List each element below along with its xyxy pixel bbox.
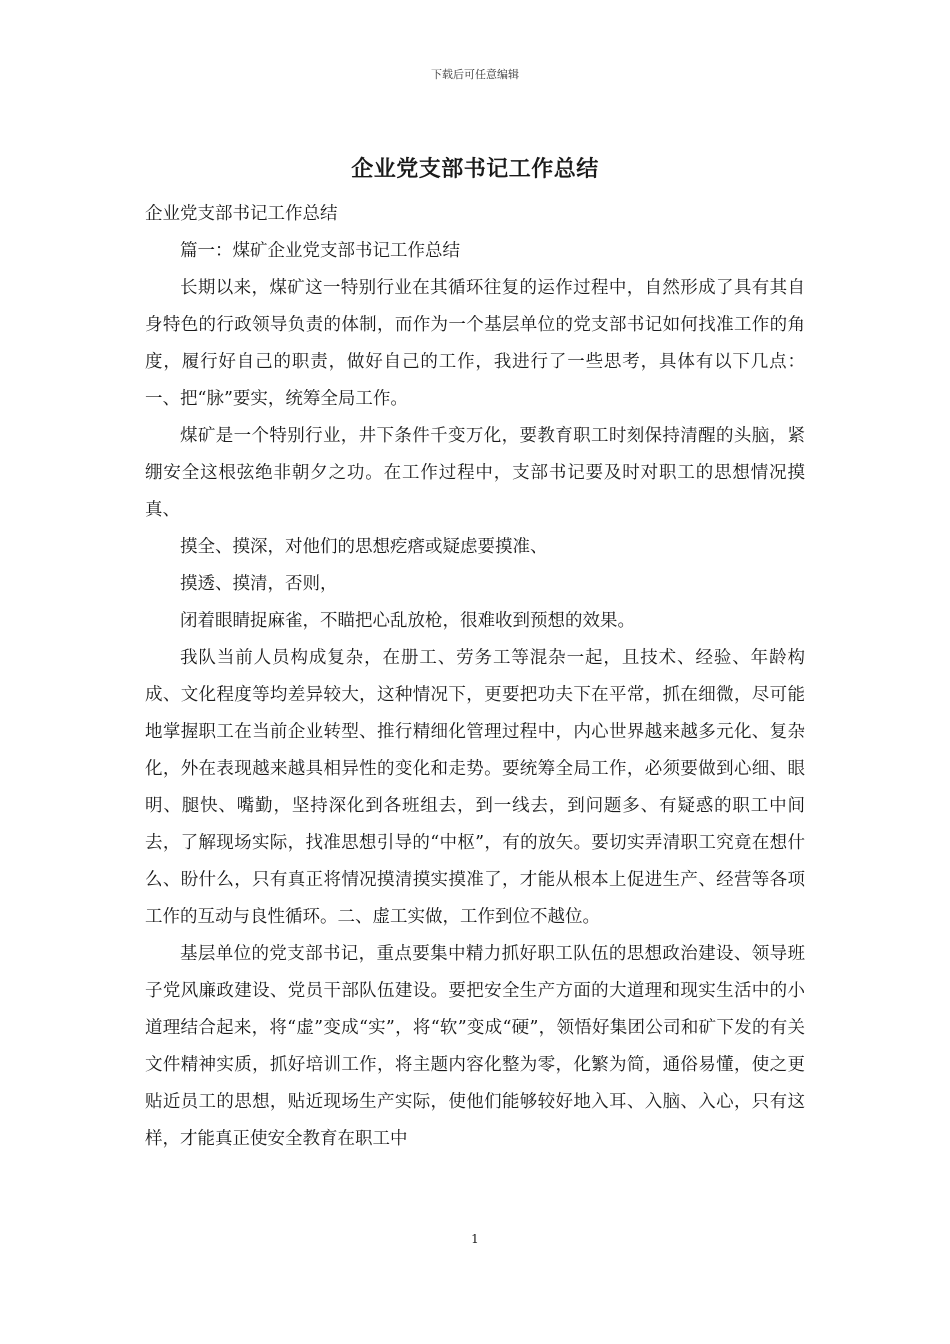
page-header-note: 下载后可任意编辑 (431, 68, 519, 81)
document-body (145, 196, 805, 1158)
subtitle-paragraph: 企业党支部书记工作总结 (145, 204, 338, 224)
body-paragraph: 摸全、摸深，对他们的思想疙瘩或疑虑要摸准、 (180, 537, 548, 557)
document-title: 企业党支部书记工作总结 (351, 156, 599, 182)
body-paragraph: 闭着眼睛捉麻雀，不瞄把心乱放枪，很难收到预想的效果。 (180, 611, 635, 631)
section-heading-paragraph: 篇一：煤矿企业党支部书记工作总结 (180, 241, 460, 261)
body-paragraph: 我队当前人员构成复杂，在册工、劳务工等混杂一起，且技术、经验、年龄构成、文化程度等均差异较大，这种情况下，更要把功夫下在平常，抓在细微，尽可能地掌握职工在当前企业转型、推行精细化管理过程中，内心世界越来越多元化、复杂化，外在表现越来越具相异性的变化和走势。要统筹全局工作，必须要做到心细、眼明、腿快、嘴勤，坚持深化到各班组去，到一线去，到问题多、有疑惑的职工中间去，了解现场实际，找准思想引导的“中枢”，有的放矢。要切实弄清职工究竟在想什么、盼什么，只有真正将情况摸清摸实摸准了，才能从根本上促进生产、经营等各项工作的互动与良性循环。二、虚工实做，工作到位不越位。 (145, 648, 805, 927)
body-paragraph: 煤矿是一个特别行业，井下条件千变万化，要教育职工时刻保持清醒的头脑，紧绷安全这根弦绝非朝夕之功。在工作过程中，支部书记要及时对职工的思想情况摸真、 (145, 426, 805, 520)
body-paragraph: 长期以来，煤矿这一特别行业在其循环往复的运作过程中，自然形成了具有其自身特色的行政领导负责的体制，而作为一个基层单位的党支部书记如何找准工作的角度，履行好自己的职责，做好自己的工作，我进行了一些思考，具体有以下几点：一、把“脉”要实，统筹全局工作。 (145, 278, 805, 409)
body-paragraph: 摸透、摸清，否则， (180, 574, 338, 594)
page-number: 1 (471, 1232, 479, 1246)
body-paragraph: 基层单位的党支部书记，重点要集中精力抓好职工队伍的思想政治建设、领导班子党风廉政建设、党员干部队伍建设。要把安全生产方面的大道理和现实生活中的小道理结合起来，将“虚”变成“实”，将“软”变成“硬”，领悟好集团公司和矿下发的有关文件精神实质，抓好培训工作，将主题内容化整为零，化繁为简，通俗易懂，使之更贴近员工的思想，贴近现场生产实际，使他们能够较好地入耳、入脑、入心，只有这样，才能真正使安全教育在职工中 (145, 944, 805, 1149)
